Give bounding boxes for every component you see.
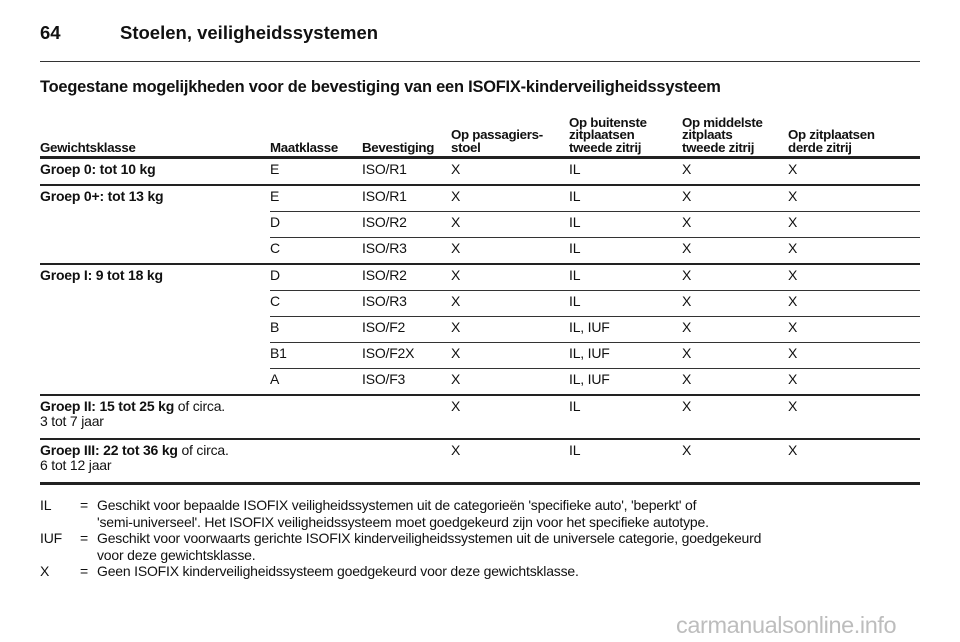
outer-second-row-cell: IL (569, 238, 682, 265)
header-third-row: Op zitplaatsen derde zitrij (788, 103, 920, 158)
fixture-cell (362, 395, 451, 439)
third-row-cell: X (788, 291, 920, 317)
fixture-cell: ISO/R1 (362, 158, 451, 186)
outer-second-row-cell: IL (569, 439, 682, 484)
fixture-cell: ISO/F2X (362, 343, 451, 369)
size-class-cell: C (270, 291, 362, 317)
size-class-cell (270, 439, 362, 484)
third-row-cell: X (788, 439, 920, 484)
passenger-cell: X (451, 343, 569, 369)
weight-class-cell: Groep II: 15 tot 25 kg of circa. 3 tot 7 jaar (40, 395, 270, 439)
middle-second-row-cell: X (682, 238, 788, 265)
third-row-cell: X (788, 212, 920, 238)
legend (40, 497, 920, 580)
middle-second-row-cell: X (682, 369, 788, 396)
third-row-cell: X (788, 238, 920, 265)
table-row (40, 158, 920, 186)
size-class-cell: D (270, 212, 362, 238)
passenger-cell: X (451, 369, 569, 396)
middle-second-row-cell: X (682, 185, 788, 212)
third-row-cell: X (788, 158, 920, 186)
fixture-cell: ISO/R2 (362, 212, 451, 238)
legend-equals: = (80, 497, 88, 513)
fixture-cell: ISO/F3 (362, 369, 451, 396)
header-middle-second-row: Op middelste zitplaats tweede zitrij (682, 103, 788, 158)
third-row-cell: X (788, 369, 920, 396)
middle-second-row-cell: X (682, 343, 788, 369)
size-class-cell: D (270, 264, 362, 291)
size-class-cell (270, 395, 362, 439)
legend-text: Geschikt voor bepaalde ISOFIX veiligheidssystemen uit de categorieën 'specifieke auto', 'beperkt' of (97, 497, 697, 513)
watermark: carmanualsonline.info (676, 612, 897, 638)
fixture-cell: ISO/R3 (362, 291, 451, 317)
fixture-cell: ISO/R1 (362, 185, 451, 212)
legend-text: Geen ISOFIX kinderveiligheidssysteem goedgekeurd voor deze gewichtsklasse. (97, 563, 579, 579)
size-class-cell: B1 (270, 343, 362, 369)
header-weight-class: Gewichtsklasse (40, 103, 270, 158)
page-header (40, 22, 920, 44)
outer-second-row-cell: IL, IUF (569, 343, 682, 369)
third-row-cell: X (788, 395, 920, 439)
passenger-cell: X (451, 212, 569, 238)
table-header-row (40, 103, 920, 158)
outer-second-row-cell: IL (569, 212, 682, 238)
legend-equals: = (80, 563, 88, 579)
legend-abbr: IUF (40, 530, 62, 546)
third-row-cell: X (788, 264, 920, 291)
third-row-cell: X (788, 185, 920, 212)
middle-second-row-cell: X (682, 264, 788, 291)
legend-text: voor deze gewichtsklasse. (97, 546, 256, 563)
third-row-cell: X (788, 317, 920, 343)
legend-abbr: X (40, 563, 50, 579)
legend-item-il (40, 497, 920, 530)
passenger-cell: X (451, 395, 569, 439)
weight-class-cell: Groep 0: tot 10 kg (40, 158, 270, 186)
size-class-cell: B (270, 317, 362, 343)
header-outer-second-row: Op buitenste zitplaatsen tweede zitrij (569, 103, 682, 158)
legend-item-iuf (40, 530, 920, 563)
passenger-cell: X (451, 185, 569, 212)
middle-second-row-cell: X (682, 439, 788, 484)
passenger-cell: X (451, 158, 569, 186)
middle-second-row-cell: X (682, 158, 788, 186)
outer-second-row-cell: IL (569, 291, 682, 317)
third-row-cell: X (788, 343, 920, 369)
fixture-cell (362, 439, 451, 484)
outer-second-row-cell: IL (569, 395, 682, 439)
legend-text: 'semi-universeel'. Het ISOFIX veiligheidssysteem moet goedgekeurd zijn voor het specifieke autotype. (97, 513, 709, 530)
legend-text: Geschikt voor voorwaarts gerichte ISOFIX kinderveiligheidssystemen uit de universele categorie, goedgekeurd (97, 530, 762, 546)
weight-class-cell: Groep I: 9 tot 18 kg (40, 264, 270, 395)
size-class-cell: E (270, 185, 362, 212)
passenger-cell: X (451, 264, 569, 291)
size-class-cell: C (270, 238, 362, 265)
middle-second-row-cell: X (682, 212, 788, 238)
table-row (40, 264, 920, 291)
outer-second-row-cell: IL (569, 185, 682, 212)
legend-equals: = (80, 530, 88, 546)
legend-item-x (40, 563, 920, 580)
fixture-cell: ISO/R2 (362, 264, 451, 291)
table-row (40, 395, 920, 439)
outer-second-row-cell: IL, IUF (569, 369, 682, 396)
fixture-cell: ISO/F2 (362, 317, 451, 343)
middle-second-row-cell: X (682, 291, 788, 317)
size-class-cell: A (270, 369, 362, 396)
middle-second-row-cell: X (682, 317, 788, 343)
outer-second-row-cell: IL, IUF (569, 317, 682, 343)
legend-abbr: IL (40, 497, 52, 513)
size-class-cell: E (270, 158, 362, 186)
passenger-cell: X (451, 317, 569, 343)
passenger-cell: X (451, 291, 569, 317)
outer-second-row-cell: IL (569, 264, 682, 291)
header-divider (40, 61, 920, 62)
passenger-cell: X (451, 238, 569, 265)
isofix-table (40, 103, 920, 485)
outer-second-row-cell: IL (569, 158, 682, 186)
table-row (40, 439, 920, 484)
weight-class-cell: Groep 0+: tot 13 kg (40, 185, 270, 264)
weight-class-cell: Groep III: 22 tot 36 kg of circa. 6 tot 12 jaar (40, 439, 270, 484)
header-passenger-seat: Op passagiers- stoel (451, 103, 569, 158)
header-fixture: Bevestiging (362, 103, 451, 158)
fixture-cell: ISO/R3 (362, 238, 451, 265)
page-number: 64 (40, 22, 61, 43)
section-title: Toegestane mogelijkheden voor de bevestiging van een ISOFIX-kinderveiligheidssysteem (40, 78, 721, 96)
header-size-class: Maatklasse (270, 103, 362, 158)
page-title: Stoelen, veiligheidssystemen (120, 22, 379, 43)
table-row (40, 185, 920, 212)
passenger-cell: X (451, 439, 569, 484)
middle-second-row-cell: X (682, 395, 788, 439)
